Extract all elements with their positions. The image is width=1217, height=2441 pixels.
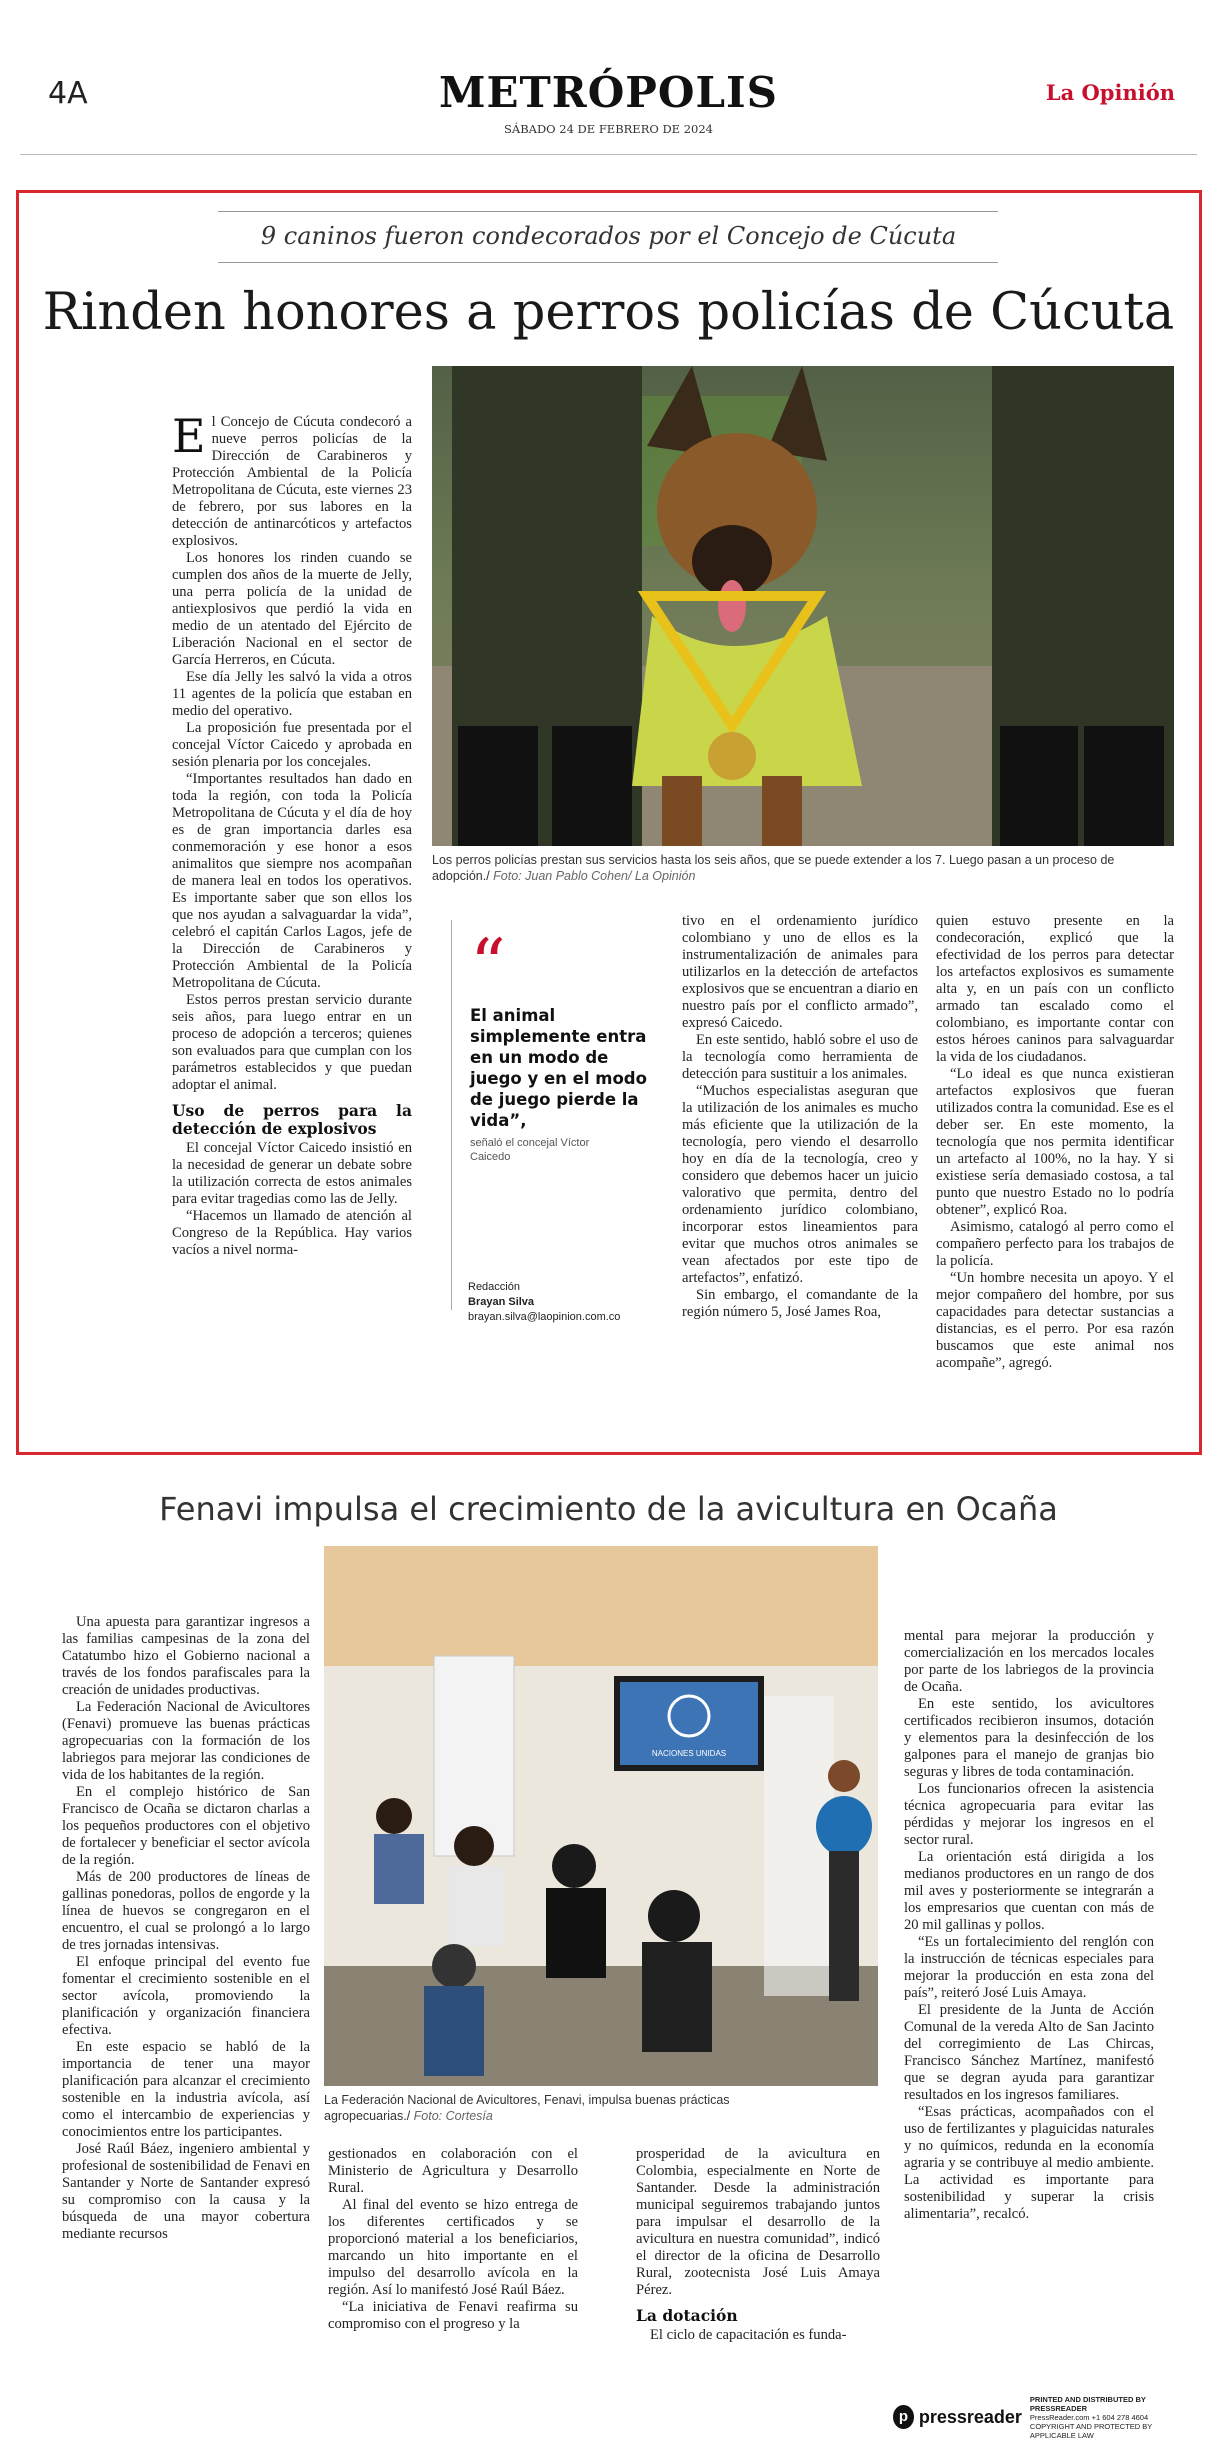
- paragraph: “Lo ideal es que nunca existieran artefactos explosivos que fueran utilizados contra la comunidad. Ese es el deber ser. En este momento, la tecnología que nos permita identificar un artefacto al 100%, no la hay. Y si existiese sería demasiado costosa, a tal punto que nuestro Estado no lo podría obtener”, explicó Roa.: [936, 1066, 1174, 1218]
- paragraph: Estos perros prestan servicio durante seis años, para luego entrar en un proceso de adopción a terceros; quienes son evaluados para que cumplan con los parámetros establecidos y que puedan adoptar el animal.: [172, 992, 412, 1093]
- paragraph: José Raúl Báez, ingeniero ambiental y profesional de sostenibilidad de Fenavi en Santander y Norte de Santander expresó su compromiso con la causa y la búsqueda de una mayor cobertura mediante recursos: [62, 2141, 310, 2242]
- pull-quote-divider: [451, 920, 452, 1310]
- story1-column-1: [172, 409, 412, 1259]
- fenavi-training-photo: [324, 1546, 878, 2086]
- story1-photo-caption: [432, 852, 1174, 884]
- caption-credit: Foto: Cortesía: [413, 2109, 493, 2123]
- paragraph: quien estuvo presente en la condecoración, explicó que la efectividad de los perros para detectar los artefactos explosivos es sumamente alta y, en un país con un conflicto armado tan escalado como el colombiano, es importante contar con estos héroes caninos para salvaguardar la vida de los ciudadanos.: [936, 913, 1174, 1065]
- paragraph: Una apuesta para garantizar ingresos a las familias campesinas de la zona del Catatumbo hizo el Gobierno nacional a través de los fondos parafiscales para la creación de unidades productivas.: [62, 1614, 310, 1698]
- kicker-rule-top: [218, 211, 998, 212]
- paragraph: “Esas prácticas, acompañados con el uso de fertilizantes y plaguicidas naturales y no químicos, redunda en la economía agraria y se contribuye al medio ambiente. La actividad es importante para sostenibilidad y superar la crisis alimentaria”, recalcó.: [904, 2104, 1154, 2222]
- pressreader-logo-icon: p: [893, 2405, 914, 2429]
- paragraph: gestionados en colaboración con el Ministerio de Agricultura y Desarrollo Rural.: [328, 2146, 578, 2196]
- paragraph: Al final del evento se hizo entrega de los diferentes certificados y se proporcionó material a los beneficiarios, marcando un hito importante en el impulso del desarrollo avícola en la región. Así lo manifestó José Raúl Báez.: [328, 2197, 578, 2298]
- byline-label: Redacción: [468, 1281, 520, 1293]
- legal-line-3: COPYRIGHT AND PROTECTED BY APPLICABLE LAW: [1029, 2421, 1153, 2440]
- paragraph: El enfoque principal del evento fue fomentar el crecimiento sostenible en el sector avícola, promoviendo la planificación y organización financiera efectiva.: [62, 1954, 310, 2038]
- caption-credit: Foto: Juan Pablo Cohen/ La Opinión: [493, 869, 696, 883]
- brand-logo: La Opinión: [1045, 80, 1175, 105]
- story1-column-3: [682, 913, 918, 1321]
- training-room-illustration: [324, 1546, 878, 2086]
- paragraph: En este sentido, los avicultores certificados recibieron insumos, dotación y elementos para la desinfección de los galpones para el manejo de granjas bio seguras y libres de toda contaminación.: [904, 1696, 1154, 1780]
- byline: [468, 1280, 648, 1325]
- paragraph: prosperidad de la avicultura en Colombia, especialmente en Norte de Santander. Desde la administración municipal seguiremos trabajando juntos para impulsar el desarrollo de la avicultura en nuestra comunidad”, indicó el director de la oficina de Desarrollo Rural, zootecnista José Luis Amaya Pérez.: [636, 2146, 880, 2298]
- paragraph: Sin embargo, el comandante de la región número 5, José James Roa,: [682, 1287, 918, 1320]
- pressreader-label: pressreader: [918, 2406, 1022, 2427]
- screen-text: NACIONES UNIDAS: [651, 1749, 727, 1758]
- story2-photo-caption: [324, 2092, 794, 2124]
- police-dog-illustration: [432, 366, 1174, 846]
- paragraph: El concejal Víctor Caicedo insistió en la necesidad de generar un debate sobre la utilización correcta de estos animales para evitar tragedias como las de Jelly.: [172, 1140, 412, 1207]
- paragraph: La orientación está dirigida a los medianos productores en un rango de dos mil aves y posteriormente se integrarán a los empresarios que cuentan con más de 20 mil gallinas y pollos.: [904, 1849, 1154, 1933]
- story2-column-1: [62, 1614, 310, 2243]
- paragraph: La proposición fue presentada por el concejal Víctor Caicedo y aprobada en sesión plenaria por los concejales.: [172, 720, 412, 770]
- story2-headline: Fenavi impulsa el crecimiento de la avicultura en Ocaña: [159, 1490, 1058, 1528]
- legal-line-2: PressReader.com +1 604 278 4604: [1029, 2412, 1149, 2422]
- paragraph: En este sentido, habló sobre el uso de la tecnología como herramienta de detección para sustituir a los animales.: [682, 1032, 918, 1082]
- pressreader-legal: [1030, 2395, 1193, 2440]
- story1-headline: Rinden honores a perros policías de Cúcuta: [42, 283, 1175, 342]
- story1-column-4: [936, 913, 1174, 1372]
- pressreader-badge[interactable]: [893, 2394, 1193, 2440]
- police-dog-photo: [432, 366, 1174, 846]
- legal-line-1: PRINTED AND DISTRIBUTED BY PRESSREADER: [1029, 2394, 1146, 2413]
- paragraph: l Concejo de Cúcuta condecoró a nueve perros policías de la Dirección de Carabineros y Protección Ambiental de la Policía Metropolitana de Cúcuta, este viernes 23 de febrero, por sus labores en la detección de antinarcóticos y artefactos explosivos.: [172, 414, 412, 549]
- subheading: La dotación: [636, 2306, 738, 2325]
- paragraph: Ese día Jelly les salvó la vida a otros 11 agentes de la policía que estaban en medio del operativo.: [172, 669, 412, 719]
- paragraph: “Importantes resultados han dado en toda la región, con toda la Policía Metropolitana de Cúcuta y el día de hoy es de gran importancia darles esa conmemoración y ese honor a esos animalitos que siempre nos acompañan de manera leal en todos los operativos. Es importante saber que son ellos los que nos ayudan a salvaguardar la vida”, celebró el capitán Carlos Lagos, jefe de la Dirección de Carabineros y Protección Ambiental de la Policía Metropolitana de Cúcuta.: [172, 771, 412, 991]
- paragraph: Los funcionarios ofrecen la asistencia técnica agropecuaria para evitar las pérdidas y mejorar los ingresos en el sector rural.: [904, 1781, 1154, 1848]
- page-date: SÁBADO 24 DE FEBRERO DE 2024: [504, 122, 713, 136]
- story2-column-3: [636, 2146, 880, 2344]
- subheading: Uso de perros para la detección de explosivos: [172, 1101, 412, 1138]
- byline-email: brayan.silva@laopinion.com.co: [468, 1311, 621, 1323]
- paragraph: “Muchos especialistas aseguran que la utilización de los animales es mucho más eficiente que la utilización de la tecnología, pero viendo el desarrollo hoy en día de la tecnología, creo y considero que debemos hacer un juicio valorativo que permita, dentro del ordenamiento jurídico colombiano, incorporar estos lineamientos para evitar que muchos otros animales se vean afectados por este tipo de artefactos”, enfatizó.: [682, 1083, 918, 1286]
- paragraph: En este espacio se habló de la importancia de tener una mayor planificación para alcanzar el crecimiento sostenible en la industria avícola, así como el intercambio de experiencias y conocimientos entre los participantes.: [62, 2039, 310, 2140]
- paragraph: tivo en el ordenamiento jurídico colombiano y uno de ellos es la instrumentalización de animales para utilizarlos en la detección de artefactos explosivos que se encuentran a diario en nuestro país por el conflicto armado”, expresó Caicedo.: [682, 913, 918, 1031]
- story2-column-2: [328, 2146, 578, 2333]
- story2-column-4: [904, 1628, 1154, 2223]
- drop-cap: E: [172, 409, 206, 463]
- paragraph: Asimismo, catalogó al perro como el compañero perfecto para los trabajos de la policía.: [936, 1219, 1174, 1269]
- caption-text: La Federación Nacional de Avicultores, Fenavi, impulsa buenas prácticas agropecuarias./: [324, 2093, 730, 2123]
- byline-name: Brayan Silva: [468, 1296, 535, 1308]
- paragraph: La Federación Nacional de Avicultores (Fenavi) promueve las buenas prácticas agropecuarias con la formación de los labriegos para mejorar las condiciones de vida de los habitantes de la región.: [62, 1699, 310, 1783]
- kicker-rule-bottom: [218, 262, 998, 263]
- pull-quote-mark: “: [470, 924, 506, 1006]
- paragraph: En el complejo histórico de San Francisco de Ocaña se dictaron charlas a los pequeños productores con el objetivo de fortalecer y beneficiar el sector avícola de la región.: [62, 1784, 310, 1868]
- paragraph: Más de 200 productores de líneas de gallinas ponedoras, pollos de engorde y la línea de huevos se congregaron en el encuentro, el cual se prolongó a lo largo de tres jornadas intensivas.: [62, 1869, 310, 1953]
- caption-text: Los perros policías prestan sus servicios hasta los seis años, que se puede extender a los 7. Luego pasan a un proceso de adopción./: [432, 853, 1115, 883]
- paragraph: “Un hombre necesita un apoyo. Y el mejor compañero del hombre, por sus capacidades para detectar sustancias a distancias, es el perro. Por esa razón buscamos que este animal nos acompañe”, agregó.: [936, 1270, 1174, 1371]
- paragraph: El presidente de la Junta de Acción Comunal de la vereda Alto de San Jacinto del corregimiento de Las Chircas, Francisco Sánchez Martínez, manifestó que se degran ayuda para garantizar resultados en los ingresos familiares.: [904, 2002, 1154, 2103]
- paragraph: “La iniciativa de Fenavi reafirma su compromiso con el progreso y la: [328, 2299, 578, 2332]
- page-number: 4A: [48, 76, 88, 111]
- story1-kicker: 9 caninos fueron condecorados por el Concejo de Cúcuta: [260, 222, 957, 250]
- paragraph: mental para mejorar la producción y comercialización en los mercados locales por parte de los labriegos de la provincia de Ocaña.: [904, 1628, 1154, 1695]
- paragraph: Los honores los rinden cuando se cumplen dos años de la muerte de Jelly, una perra policía de la unidad de antiexplosivos que perdió la vida en medio de un atentado del Ejército de Liberación Nacional en el sector de García Herreros, en Cúcuta.: [172, 550, 412, 668]
- section-title: METRÓPOLIS: [439, 68, 778, 117]
- paragraph: “Hacemos un llamado de atención al Congreso de la República. Hay varios vacíos a nivel norma-: [172, 1208, 412, 1258]
- paragraph: El ciclo de capacitación es funda-: [650, 2327, 847, 2343]
- pull-quote: El animal simplemente entra en un modo de juego y en el modo de juego pierde la vida”,: [470, 1006, 647, 1130]
- paragraph: “Es un fortalecimiento del renglón con la instrucción de técnicas especiales para mejorar la producción en esta zona del país”, reiteró José Luis Amaya.: [904, 1934, 1154, 2001]
- pull-quote-attribution: señaló el concejal Víctor Caicedo: [470, 1137, 590, 1163]
- masthead-rule: [20, 154, 1197, 155]
